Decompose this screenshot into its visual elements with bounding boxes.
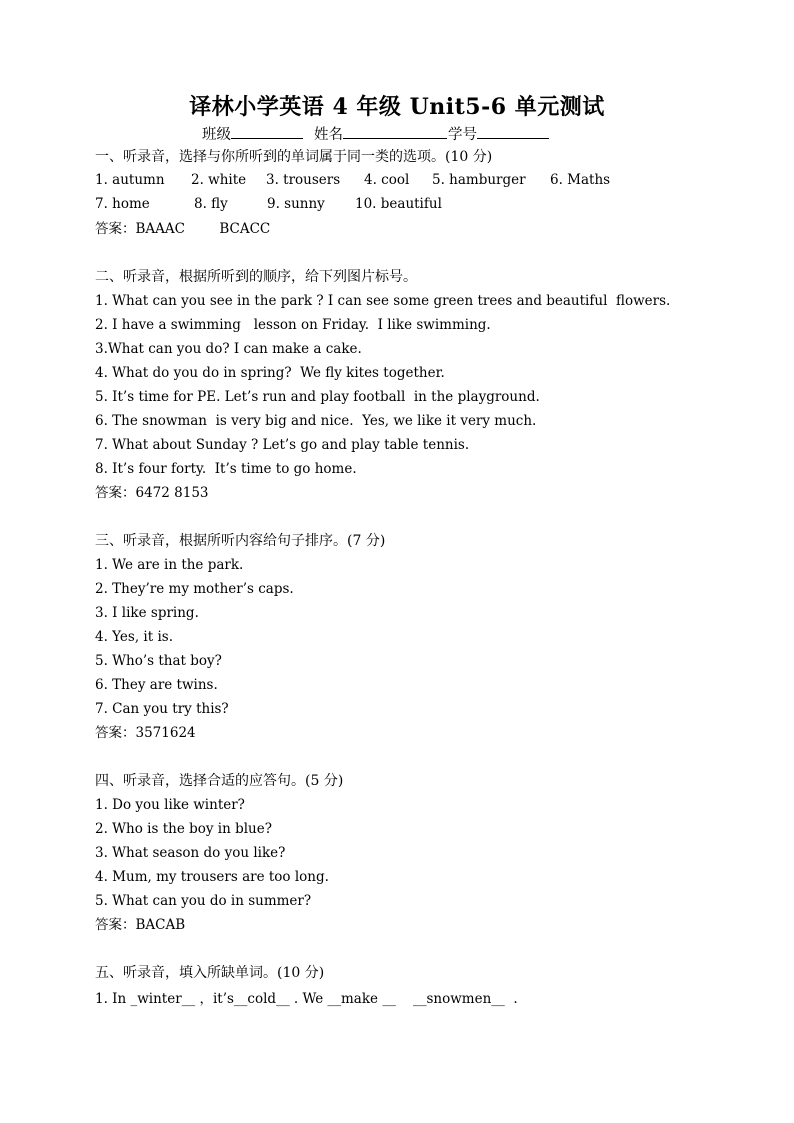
list-item: 3.What can you do? I can make a cake. — [95, 341, 362, 357]
word-item: 2. white — [191, 172, 247, 188]
list-item: 7. Can you try this? — [95, 701, 229, 717]
word-item: 7. home — [95, 196, 150, 212]
list-item: 1. We are in the park. — [95, 557, 244, 573]
section-1-answer: 答案：BAAAC BCACC — [95, 221, 271, 237]
list-item: 4. What do you do in spring? We fly kites together. — [95, 365, 445, 381]
list-item: 3. What season do you like? — [95, 845, 286, 861]
section-4-heading: 四、听录音，选择合适的应答句。(5 分) — [95, 773, 344, 789]
list-item: 5. What can you do in summer? — [95, 893, 312, 909]
word-item: 9. sunny — [267, 196, 325, 212]
list-item: 3. I like spring. — [95, 605, 199, 621]
name-label: 姓名 — [314, 123, 447, 144]
list-item: 1. In _winter__ ，it’s__cold__ . We __make __ __snowmen__ . — [95, 991, 518, 1007]
word-item: 1. autumn — [95, 172, 165, 188]
list-item: 1. What can you see in the park ? I can see some green trees and beautiful flowers. — [95, 293, 671, 309]
word-item: 6. Maths — [550, 172, 611, 188]
section-3-answer: 答案：3571624 — [95, 725, 196, 741]
list-item: 5. It’s time for PE. Let’s run and play football in the playground. — [95, 389, 540, 405]
word-item: 4. cool — [364, 172, 410, 188]
list-item: 7. What about Sunday ? Let’s go and play table tennis. — [95, 437, 470, 453]
list-item: 4. Mum, my trousers are too long. — [95, 869, 329, 885]
list-item: 6. The snowman is very big and nice. Yes, we like it very much. — [95, 413, 537, 429]
word-item: 3. trousers — [266, 172, 341, 188]
section-5-heading: 五、听录音，填入所缺单词。(10 分) — [95, 965, 325, 981]
list-item: 1. Do you like winter? — [95, 797, 245, 813]
list-item: 5. Who’s that boy? — [95, 653, 222, 669]
student-id-label: 学号 — [448, 123, 549, 144]
word-item: 10. beautiful — [355, 196, 442, 212]
list-item: 2. I have a swimming lesson on Friday. I like swimming. — [95, 317, 491, 333]
word-item: 5. hamburger — [432, 172, 526, 188]
list-item: 8. It’s four forty. It’s time to go home. — [95, 461, 357, 477]
section-2-heading: 二、听录音，根据所听到的顺序，给下列图片标号。 — [95, 269, 417, 285]
section-1-heading: 一、听录音，选择与你所听到的单词属于同一类的选项。(10 分) — [95, 149, 493, 165]
class-label: 班级 — [202, 123, 303, 144]
section-4-answer: 答案：BACAB — [95, 917, 186, 933]
section-2-answer: 答案：6472 8153 — [95, 485, 209, 501]
section-3-heading: 三、听录音，根据所听内容给句子排序。(7 分) — [95, 533, 386, 549]
list-item: 2. They’re my mother’s caps. — [95, 581, 294, 597]
list-item: 6. They are twins. — [95, 677, 218, 693]
list-item: 4. Yes, it is. — [95, 629, 173, 645]
word-item: 8. fly — [194, 196, 228, 212]
page-title: 译林小学英语 4 年级 Unit5-6 单元测试 — [189, 94, 605, 120]
list-item: 2. Who is the boy in blue? — [95, 821, 272, 837]
